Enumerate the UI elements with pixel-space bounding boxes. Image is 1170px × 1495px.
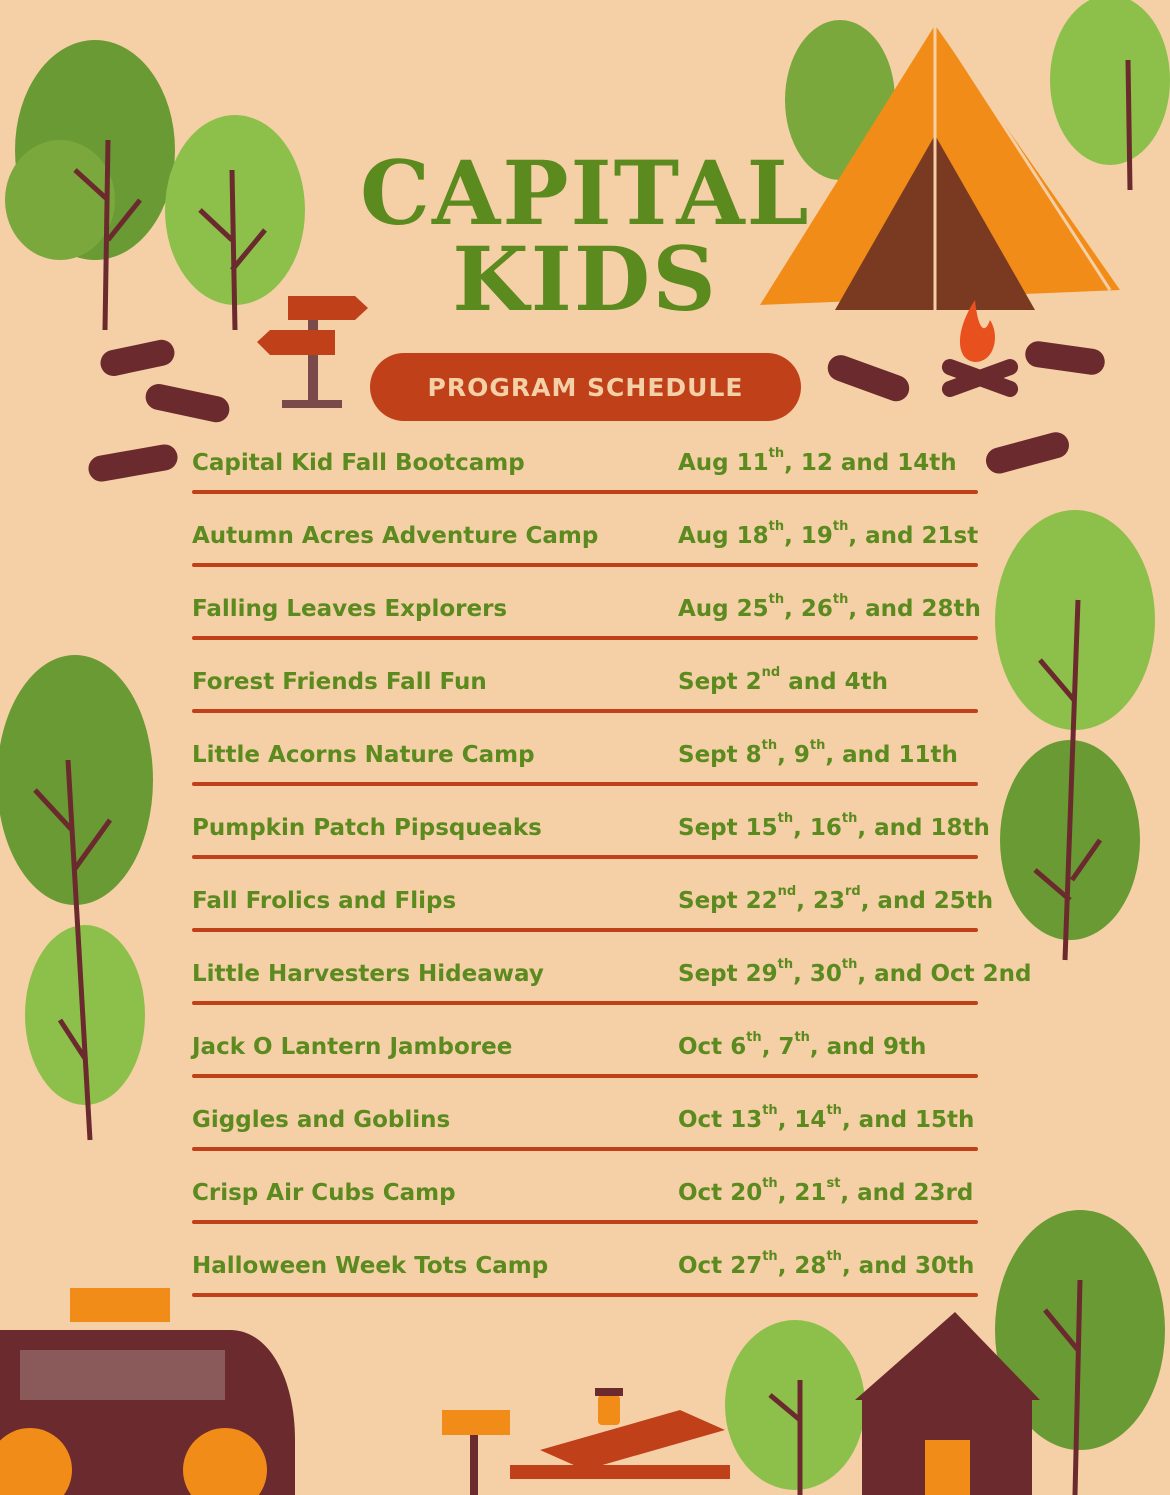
schedule-row	[192, 1233, 982, 1306]
row-divider	[192, 709, 978, 713]
schedule-row	[192, 795, 990, 868]
program-name: Jack O Lantern Jamboree	[192, 1034, 513, 1060]
date-text: , 28	[777, 1253, 827, 1279]
program-name: Giggles and Goblins	[192, 1107, 451, 1133]
date-text: Oct 20	[678, 1180, 763, 1206]
date-ordinal-suffix: th	[762, 1249, 778, 1264]
program-dates	[678, 1030, 927, 1060]
program-name: Pumpkin Patch Pipsqueaks	[192, 815, 542, 841]
date-ordinal-suffix: th	[832, 519, 849, 534]
date-text: , and 25th	[860, 888, 994, 914]
program-name: Halloween Week Tots Camp	[192, 1253, 549, 1279]
date-text: , and 23rd	[840, 1180, 974, 1206]
date-ordinal-suffix: th	[746, 1030, 762, 1045]
date-ordinal-suffix: th	[794, 1030, 810, 1045]
program-name: Autumn Acres Adventure Camp	[192, 523, 599, 549]
date-text: , and 15th	[841, 1107, 975, 1133]
program-dates	[678, 446, 957, 476]
program-dates	[678, 811, 990, 841]
date-ordinal-suffix: nd	[761, 665, 781, 680]
row-divider	[192, 782, 978, 786]
date-text: , 12 and 14th	[784, 450, 957, 476]
schedule-row	[192, 941, 1032, 1014]
program-dates	[678, 957, 1032, 987]
date-text: Aug 18	[678, 523, 769, 549]
tree-icon	[0, 655, 153, 1140]
tree-icon	[5, 40, 175, 330]
lantern-icon	[595, 1388, 623, 1425]
date-text: , 14	[777, 1107, 827, 1133]
date-text: and 4th	[780, 669, 888, 695]
program-dates	[678, 738, 958, 768]
page-title	[360, 141, 811, 331]
date-ordinal-suffix: th	[777, 811, 794, 826]
date-text: Sept 8	[678, 742, 762, 768]
row-divider	[192, 1220, 978, 1224]
date-text: Oct 27	[678, 1253, 763, 1279]
date-text: , and 9th	[809, 1034, 927, 1060]
date-text: Sept 29	[678, 961, 778, 987]
date-text: , and 18th	[857, 815, 990, 841]
schedule-row	[192, 868, 994, 941]
row-divider	[192, 928, 978, 932]
date-text: , and 21st	[848, 523, 979, 549]
date-text: , 26	[784, 596, 833, 622]
date-ordinal-suffix: th	[832, 592, 849, 607]
row-divider	[192, 1001, 978, 1005]
date-ordinal-suffix: th	[841, 811, 858, 826]
date-ordinal-suffix: th	[768, 519, 785, 534]
tree-icon	[995, 510, 1155, 960]
signpost-icon	[442, 1410, 510, 1495]
schedule-row	[192, 576, 982, 649]
campfire-icon	[940, 300, 1021, 399]
program-name: Little Acorns Nature Camp	[192, 742, 535, 768]
date-text: Sept 2	[678, 669, 762, 695]
program-dates	[678, 519, 979, 549]
date-text: Aug 25	[678, 596, 769, 622]
row-divider	[192, 636, 978, 640]
program-dates	[678, 1176, 974, 1206]
schedule-row	[192, 430, 982, 503]
program-dates	[678, 1103, 975, 1133]
date-ordinal-suffix: th	[761, 738, 778, 753]
date-text: , and 28th	[848, 596, 981, 622]
program-dates	[678, 1249, 975, 1279]
date-text: , 23	[796, 888, 845, 914]
date-ordinal-suffix: th	[768, 592, 785, 607]
title-line-1: CAPITAL	[360, 141, 811, 245]
program-name: Falling Leaves Explorers	[192, 596, 508, 622]
program-name: Capital Kid Fall Bootcamp	[192, 450, 525, 476]
row-divider	[192, 1147, 978, 1151]
program-dates	[678, 884, 994, 914]
date-ordinal-suffix: th	[768, 446, 785, 461]
program-dates	[678, 665, 888, 695]
date-ordinal-suffix: th	[762, 1103, 778, 1118]
date-ordinal-suffix: th	[809, 738, 826, 753]
row-divider	[192, 1293, 978, 1297]
schedule-row	[192, 722, 982, 795]
date-text: , 16	[793, 815, 842, 841]
date-text: Oct 13	[678, 1107, 763, 1133]
date-text: Sept 22	[678, 888, 778, 914]
date-text: , 7	[761, 1034, 795, 1060]
schedule-row	[192, 503, 982, 576]
date-text: , and Oct 2nd	[857, 961, 1032, 987]
van-icon	[0, 1288, 295, 1495]
date-text: , 30	[793, 961, 842, 987]
row-divider	[192, 1074, 978, 1078]
program-dates	[678, 592, 981, 622]
schedule-row	[192, 1160, 982, 1233]
row-divider	[192, 490, 978, 494]
date-text: , and 11th	[825, 742, 958, 768]
program-name: Fall Frolics and Flips	[192, 888, 457, 914]
date-ordinal-suffix: nd	[777, 884, 797, 899]
row-divider	[192, 563, 978, 567]
signpost-icon	[257, 296, 368, 408]
date-text: , 21	[777, 1180, 827, 1206]
tree-icon	[725, 1320, 865, 1495]
schedule-row	[192, 1014, 982, 1087]
date-ordinal-suffix: rd	[844, 884, 861, 899]
date-text: , 9	[777, 742, 810, 768]
schedule-row	[192, 649, 982, 722]
date-text: Oct 6	[678, 1034, 747, 1060]
date-ordinal-suffix: th	[826, 1103, 842, 1118]
schedule-row	[192, 1087, 982, 1160]
date-ordinal-suffix: th	[777, 957, 794, 972]
date-text: , and 30th	[841, 1253, 975, 1279]
schedule-list	[192, 430, 1032, 1306]
date-ordinal-suffix: th	[826, 1249, 842, 1264]
row-divider	[192, 855, 978, 859]
date-text: , 19	[784, 523, 833, 549]
date-ordinal-suffix: st	[826, 1176, 841, 1191]
tree-icon	[165, 115, 305, 330]
program-name: Crisp Air Cubs Camp	[192, 1180, 456, 1206]
date-ordinal-suffix: th	[762, 1176, 778, 1191]
date-text: Aug 11	[678, 450, 769, 476]
date-ordinal-suffix: th	[841, 957, 858, 972]
title-line-2: KIDS	[452, 227, 718, 331]
program-schedule-badge: PROGRAM SCHEDULE	[370, 353, 801, 421]
program-name: Little Harvesters Hideaway	[192, 961, 544, 987]
date-text: Sept 15	[678, 815, 778, 841]
program-name: Forest Friends Fall Fun	[192, 669, 487, 695]
